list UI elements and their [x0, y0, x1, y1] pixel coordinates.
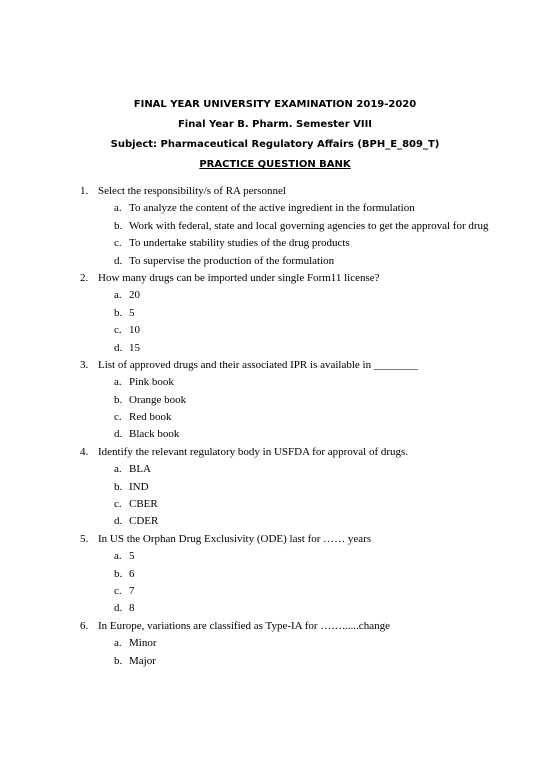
option-text: To analyze the content of the active ingredient in the formulation [129, 202, 415, 215]
question-item [0, 357, 550, 444]
option-text: CDER [129, 515, 159, 528]
option-text: Major [129, 654, 156, 667]
answer-option [0, 200, 550, 217]
option-letter: b. [114, 306, 123, 319]
option-text: Orange book [129, 393, 187, 406]
option-letter: c. [114, 411, 122, 424]
option-letter: a. [114, 550, 122, 563]
question-text: How many drugs can be imported under single Form11 license? [98, 271, 380, 284]
question-list [0, 183, 550, 670]
subject-title: Subject: Pharmaceutical Regulatory Affairs (BPH_E_809_T) [110, 139, 440, 150]
option-letter: b. [114, 219, 123, 232]
option-letter: c. [114, 584, 122, 597]
option-text: 5 [129, 550, 135, 563]
option-text: Black book [129, 428, 180, 441]
question-text: Identify the relevant regulatory body in USFDA for approval of drugs. [98, 445, 409, 458]
option-letter: c. [114, 237, 122, 250]
question-item [0, 183, 550, 270]
option-text: Red book [129, 411, 172, 424]
answer-option [0, 461, 550, 478]
answer-option [0, 566, 550, 583]
option-letter: b. [114, 480, 123, 493]
answer-option [0, 305, 550, 322]
question-item [0, 270, 550, 357]
course-title: Final Year B. Pharm. Semester VIII [177, 119, 373, 130]
question-number: 3. [80, 358, 89, 371]
option-letter: b. [114, 567, 123, 580]
question-line [0, 531, 550, 548]
question-bank-title: PRACTICE QUESTION BANK [199, 159, 351, 170]
option-letter: a. [114, 202, 122, 215]
answer-option [0, 426, 550, 443]
answer-option [0, 583, 550, 600]
option-letter: a. [114, 637, 122, 650]
option-text: 10 [129, 324, 140, 337]
answer-option [0, 653, 550, 670]
option-letter: d. [114, 515, 123, 528]
answer-option [0, 392, 550, 409]
option-text: IND [129, 480, 149, 493]
option-text: To undertake stability studies of the drug products [129, 237, 350, 250]
option-text: CBER [129, 498, 158, 511]
question-number: 1. [80, 185, 89, 197]
option-letter: d. [114, 602, 123, 615]
option-text: 8 [129, 602, 135, 615]
answer-option [0, 600, 550, 617]
answer-option [0, 635, 550, 652]
question-number: 4. [80, 445, 89, 458]
option-letter: a. [114, 289, 122, 302]
option-letter: c. [114, 498, 122, 511]
question-number: 5. [80, 532, 89, 545]
option-text: Pink book [129, 376, 174, 389]
option-text: Work with federal, state and local governing agencies to get the approval for drug [129, 219, 489, 232]
question-item [0, 531, 550, 618]
answer-option [0, 479, 550, 496]
option-text: 6 [129, 567, 135, 580]
answer-option [0, 548, 550, 565]
question-text: Select the responsibility/s of RA personnel [98, 185, 286, 197]
option-text: 15 [129, 341, 140, 354]
option-text: Minor [129, 637, 157, 650]
answer-option [0, 409, 550, 426]
answer-option [0, 287, 550, 304]
option-letter: c. [114, 324, 122, 337]
option-letter: a. [114, 376, 122, 389]
option-letter: d. [114, 254, 123, 267]
document-header [0, 95, 550, 175]
question-number: 2. [80, 271, 89, 284]
question-item [0, 618, 550, 670]
question-line [0, 270, 550, 287]
option-letter: b. [114, 393, 123, 406]
option-text: To supervise the production of the formulation [129, 254, 335, 267]
question-text: In US the Orphan Drug Exclusivity (ODE) last for …… years [98, 532, 372, 545]
question-line [0, 183, 550, 200]
answer-option [0, 253, 550, 270]
answer-option [0, 235, 550, 252]
question-line [0, 444, 550, 461]
answer-option [0, 513, 550, 530]
option-text: 5 [129, 306, 135, 319]
answer-option [0, 218, 550, 235]
answer-option [0, 340, 550, 357]
option-text: 20 [129, 289, 140, 302]
question-item [0, 444, 550, 531]
question-text: List of approved drugs and their associated IPR is available in ________ [98, 358, 418, 371]
question-line [0, 618, 550, 635]
option-text: BLA [129, 463, 151, 476]
exam-title: FINAL YEAR UNIVERSITY EXAMINATION 2019-2020 [133, 99, 417, 110]
question-text: In Europe, variations are classified as Type-IA for ……......change [98, 619, 390, 632]
option-letter: b. [114, 654, 123, 667]
option-text: 7 [129, 584, 135, 597]
answer-option [0, 322, 550, 339]
question-number: 6. [80, 619, 89, 632]
question-line [0, 357, 550, 374]
option-letter: d. [114, 341, 123, 354]
answer-option [0, 374, 550, 391]
answer-option [0, 496, 550, 513]
option-letter: d. [114, 428, 123, 441]
option-letter: a. [114, 463, 122, 476]
